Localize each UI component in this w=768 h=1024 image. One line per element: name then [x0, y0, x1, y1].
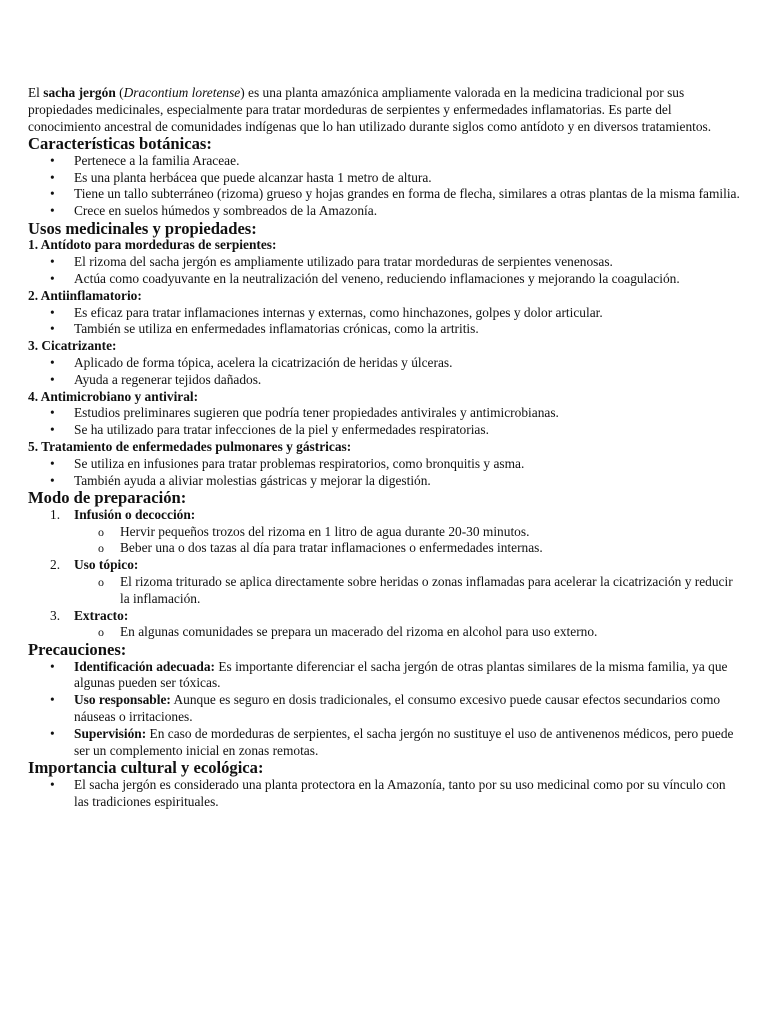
preparation-step	[28, 507, 740, 557]
uses-list	[28, 456, 740, 490]
precaution-label: Identificación adecuada:	[74, 658, 215, 674]
precaution-item	[28, 659, 740, 693]
uses-section-title: 1. Antídoto para mordeduras de serpientes:	[28, 237, 277, 253]
botanical-item: • Es una planta herbácea que puede alcanzar hasta 1 metro de altura.	[28, 170, 740, 187]
step-subitem: o En algunas comunidades se prepara un macerado del rizoma en alcohol para uso externo.	[28, 624, 740, 641]
uses-item: • Aplicado de forma tópica, acelera la cicatrización de heridas y úlceras.	[28, 355, 740, 372]
preparation-step	[28, 557, 740, 607]
uses-section-title: 4. Antimicrobiano y antiviral:	[28, 388, 199, 404]
heading-botanical: Características botánicas:	[28, 134, 212, 154]
intro-rest: ) es una planta amazónica ampliamente valorada en la medicina tradicional por sus propiedades medicinales, especialmente para tratar mordeduras de serpientes y enfermedades inflamatorias. Es parte del conocimiento ancestral de comunidades indígenas que lo han utilizado durante siglos como antídoto y en diversos tratamientos.	[28, 85, 712, 134]
intro-paragraph	[28, 85, 740, 135]
uses-item: • También se utiliza en enfermedades inflamatorias crónicas, como la artritis.	[28, 321, 740, 338]
botanical-list	[28, 153, 740, 220]
step-number: 2.	[50, 557, 61, 573]
uses-item: • Se utiliza en infusiones para tratar problemas respiratorios, como bronquitis y asma.	[28, 456, 740, 473]
precautions-list	[28, 659, 740, 760]
botanical-item: • Crece en suelos húmedos y sombreados de la Amazonía.	[28, 203, 740, 220]
cultural-item: • El sacha jergón es considerado una planta protectora en la Amazonía, tanto por su uso medicinal como por su vínculo con las tradiciones espirituales.	[28, 777, 740, 811]
step-title: Extracto:	[74, 607, 129, 623]
step-title: Infusión o decocción:	[74, 506, 196, 522]
uses-list	[28, 254, 740, 288]
uses-item: • Se ha utilizado para tratar infecciones de la piel y enfermedades respiratorias.	[28, 422, 740, 439]
uses-item: • También ayuda a aliviar molestias gástricas y mejorar la digestión.	[28, 473, 740, 490]
heading-cultural: Importancia cultural y ecológica:	[28, 758, 264, 778]
step-title: Uso tópico:	[74, 557, 139, 573]
uses-list	[28, 305, 740, 339]
uses-section-title: 5. Tratamiento de enfermedades pulmonares y gástricas:	[28, 438, 352, 454]
step-subitem: o Hervir pequeños trozos del rizoma en 1 litro de agua durante 20-30 minutos.	[28, 524, 740, 541]
uses-item: • El rizoma del sacha jergón es ampliamente utilizado para tratar mordeduras de serpientes venenosas.	[28, 254, 740, 271]
uses-section-title: 3. Cicatrizante:	[28, 338, 117, 354]
precaution-item	[28, 726, 740, 760]
botanical-item: • Tiene un tallo subterráneo (rizoma) grueso y hojas grandes en forma de flecha, similares a otras plantas de la misma familia.	[28, 186, 740, 203]
intro-scientific-name: Dracontium loretense	[123, 85, 241, 100]
step-sublist	[74, 624, 740, 641]
intro-prefix: El	[28, 85, 44, 100]
intro-plant-name: sacha jergón	[43, 85, 116, 100]
step-subitem: o El rizoma triturado se aplica directamente sobre heridas o zonas inflamadas para acelerar la cicatrización y reducir la inflamación.	[28, 574, 740, 608]
document-page	[28, 85, 740, 810]
step-subitem: o Beber una o dos tazas al día para tratar inflamaciones o enfermedades internas.	[28, 540, 740, 557]
heading-uses: Usos medicinales y propiedades:	[28, 218, 257, 238]
heading-preparation: Modo de preparación:	[28, 488, 187, 508]
step-number: 3.	[50, 607, 61, 623]
precaution-text: En caso de mordeduras de serpientes, el sacha jergón no sustituye el uso de antivenenos médicos, pero puede ser un complemento inicial en zonas remotas.	[74, 725, 734, 758]
uses-item: • Es eficaz para tratar inflamaciones internas y externas, como hinchazones, golpes y dolor articular.	[28, 305, 740, 322]
step-number: 1.	[50, 506, 61, 522]
uses-section-title: 2. Antiinflamatorio:	[28, 287, 142, 303]
precaution-label: Supervisión:	[74, 725, 147, 741]
uses-item: • Actúa como coadyuvante en la neutralización del veneno, reduciendo inflamaciones y mejorando la coagulación.	[28, 271, 740, 288]
preparation-step	[28, 608, 740, 642]
intro-paren-open: (	[115, 85, 124, 100]
uses-item: • Estudios preliminares sugieren que podría tener propiedades antivirales y antimicrobianas.	[28, 405, 740, 422]
step-sublist	[74, 574, 740, 608]
botanical-item: • Pertenece a la familia Araceae.	[28, 153, 740, 170]
precaution-text: Es importante diferenciar el sacha jergón de otras plantas similares de la misma familia, ya que algunas pueden ser tóxicas.	[74, 658, 728, 691]
heading-precautions: Precauciones:	[28, 640, 127, 660]
uses-list	[28, 355, 740, 389]
precaution-label: Uso responsable:	[74, 692, 171, 708]
precaution-item	[28, 692, 740, 726]
uses-item: • Ayuda a regenerar tejidos dañados.	[28, 372, 740, 389]
step-sublist	[74, 524, 740, 558]
uses-list	[28, 405, 740, 439]
preparation-steps	[28, 507, 740, 641]
cultural-list	[28, 777, 740, 811]
precaution-text: Aunque es seguro en dosis tradicionales, el consumo excesivo puede causar efectos secundarios como náuseas o irritaciones.	[74, 692, 721, 724]
